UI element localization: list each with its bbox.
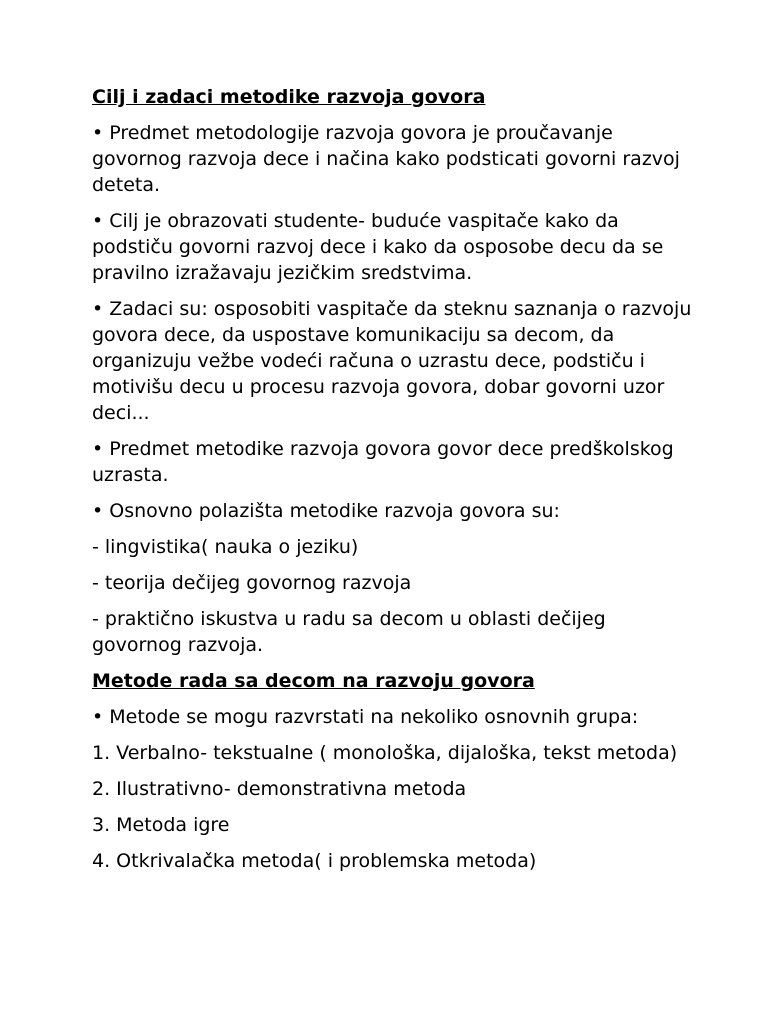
list-item-method-discovery: 4. Otkrivalačka metoda( i problemska metoda) bbox=[92, 850, 537, 872]
paragraph-subject-preschool: • Predmet metodike razvoja govora govor dece predškolskog uzrasta. bbox=[92, 438, 674, 486]
paragraph-goal: • Cilj je obrazovati studente- buduće vaspitače kako da podstiču govorni razvoj dece i kako da osposobe decu da se pravilno izražavaju jezičkim sredstvima. bbox=[92, 210, 664, 284]
document-page bbox=[92, 80, 692, 874]
paragraph-method-groups: • Metode se mogu razvrstati na nekoliko osnovnih grupa: bbox=[92, 706, 639, 728]
list-item-practice: - praktično iskustva u radu sa decom u oblasti dečijeg govornog razvoja. bbox=[92, 608, 606, 656]
section-heading-methods: Metode rada sa decom na razvoju govora bbox=[92, 670, 535, 692]
list-item-method-game: 3. Metoda igre bbox=[92, 814, 230, 836]
list-item-method-verbal: 1. Verbalno- tekstualne ( monološka, dijaloška, tekst metoda) bbox=[92, 742, 678, 764]
paragraph-foundations: • Osnovno polazišta metodike razvoja govora su: bbox=[92, 500, 560, 522]
paragraph-subject-methodology: • Predmet metodologije razvoja govora je proučavanje govornog razvoja dece i načina kako podsticati govorni razvoj deteta. bbox=[92, 122, 680, 196]
list-item-method-illustrative: 2. Ilustrativno- demonstrativna metoda bbox=[92, 778, 467, 800]
section-heading-goals: Cilj i zadaci metodike razvoja govora bbox=[92, 86, 486, 108]
list-item-theory: - teorija dečijeg govornog razvoja bbox=[92, 572, 412, 594]
paragraph-tasks: • Zadaci su: osposobiti vaspitače da steknu saznanja o razvoju govora dece, da uspostave komunikaciju sa decom, da organizuju vežbe vodeći računa o uzrastu dece, podstiču i motivišu decu u procesu razvoja govora, dobar govorni uzor deci... bbox=[92, 298, 692, 424]
list-item-linguistics: - lingvistika( nauka o jeziku) bbox=[92, 536, 359, 558]
